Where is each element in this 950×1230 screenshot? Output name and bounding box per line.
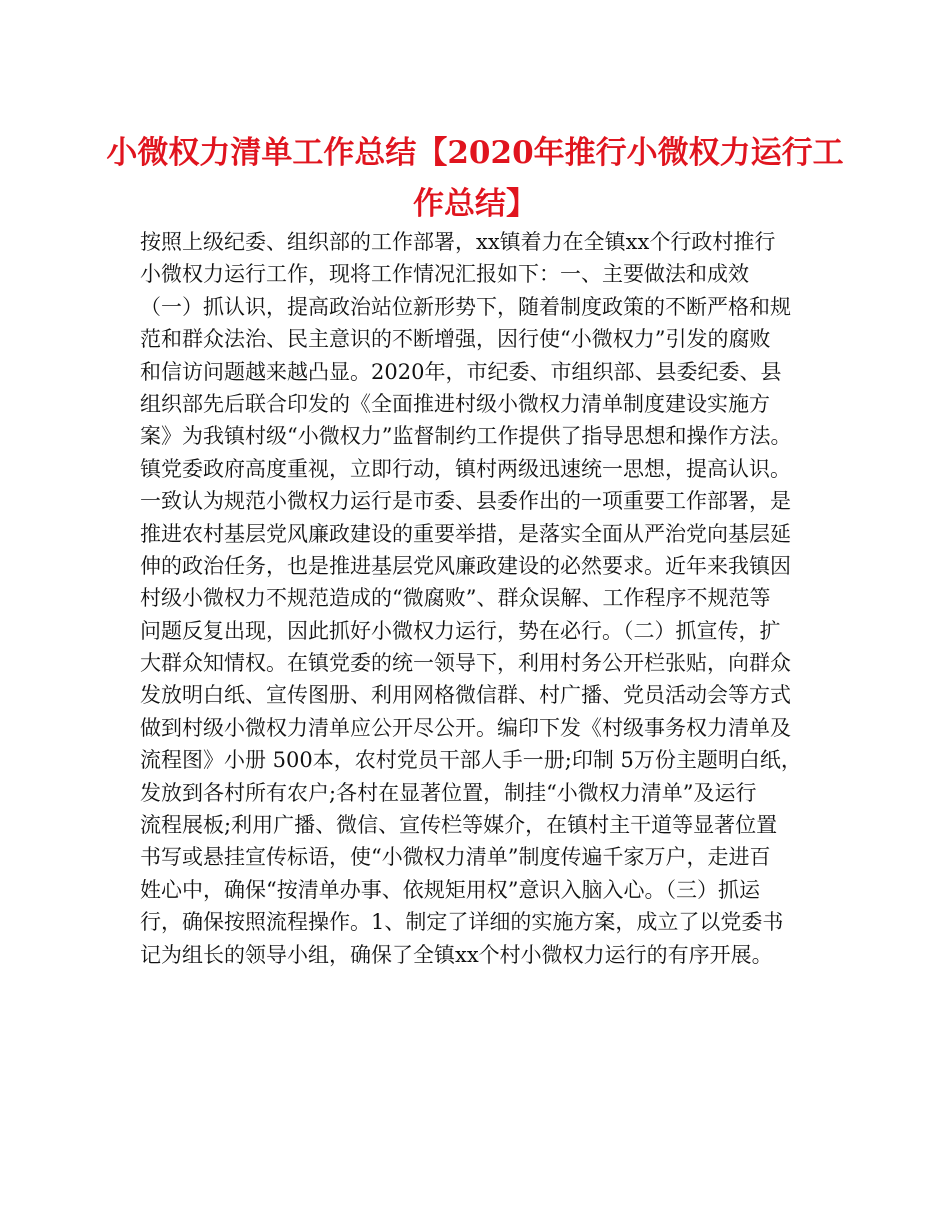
body-line: 范和群众法治、民主意识的不断增强，因行使“小微权力”引发的腐败 bbox=[140, 327, 771, 352]
body-line: 和信访问题越来越凸显。2020年，市纪委、市组织部、县委纪委、县 bbox=[140, 359, 782, 384]
body-line: 书写或悬挂宣传标语，使“小微权力清单”制度传遍千家万户，走进百 bbox=[140, 845, 771, 870]
document-body bbox=[140, 226, 830, 971]
body-line: 问题反复出现，因此抓好小微权力运行，势在必行。（二）抓宣传，扩 bbox=[140, 618, 781, 643]
body-line: 组织部先后联合印发的《全面推进村级小微权力清单制度建设实施方 bbox=[140, 391, 770, 416]
body-line: 小微权力运行工作，现将工作情况汇报如下：一、主要做法和成效 bbox=[140, 262, 749, 287]
document-title bbox=[100, 128, 850, 230]
body-line: 发放明白纸、宣传图册、利用网格微信群、村广播、党员活动会等方式 bbox=[140, 683, 791, 708]
title-line: 作总结】 bbox=[413, 186, 537, 222]
body-line: 流程展板;利用广播、微信、宣传栏等媒介，在镇村主干道等显著位置 bbox=[140, 813, 778, 838]
body-line: 记为组长的领导小组，确保了全镇xx个村小微权力运行的有序开展。 bbox=[140, 942, 773, 967]
body-line: 大群众知情权。在镇党委的统一领导下，利用村务公开栏张贴，向群众 bbox=[140, 651, 791, 676]
body-line: 一致认为规范小微权力运行是市委、县委作出的一项重要工作部署，是 bbox=[140, 489, 791, 514]
body-line: 案》为我镇村级“小微权力”监督制约工作提供了指导思想和操作方法。 bbox=[140, 424, 792, 449]
body-line: 镇党委政府高度重视，立即行动，镇村两级迅速统一思想，提高认识。 bbox=[140, 456, 791, 481]
body-line: 村级小微权力不规范造成的“微腐败”、群众误解、工作程序不规范等 bbox=[140, 586, 771, 611]
body-line: （一）抓认识，提高政治站位新形势下，随着制度政策的不断严格和规 bbox=[140, 294, 791, 319]
body-line: 行，确保按照流程操作。1、制定了详细的实施方案，成立了以党委书 bbox=[140, 910, 784, 935]
title-line: 小微权力清单工作总结【2020年推行小微权力运行工 bbox=[106, 135, 844, 171]
body-line: 按照上级纪委、组织部的工作部署，xx镇着力在全镇xx个行政村推行 bbox=[140, 230, 776, 254]
body-line: 伸的政治任务，也是推进基层党风廉政建设的必然要求。近年来我镇因 bbox=[140, 553, 791, 578]
body-line: 姓心中，确保“按清单办事、依规矩用权”意识入脑入心。（三）抓运 bbox=[140, 877, 760, 902]
body-line: 流程图》小册 500本，农村党员干部人手一册;印制 5万份主题明白纸， bbox=[140, 748, 802, 773]
body-line: 推进农村基层党风廉政建设的重要举措，是落实全面从严治党向基层延 bbox=[140, 521, 791, 546]
body-line: 发放到各村所有农户;各村在显著位置，制挂“小微权力清单”及运行 bbox=[140, 780, 757, 805]
body-line: 做到村级小微权力清单应公开尽公开。编印下发《村级事务权力清单及 bbox=[140, 715, 791, 740]
